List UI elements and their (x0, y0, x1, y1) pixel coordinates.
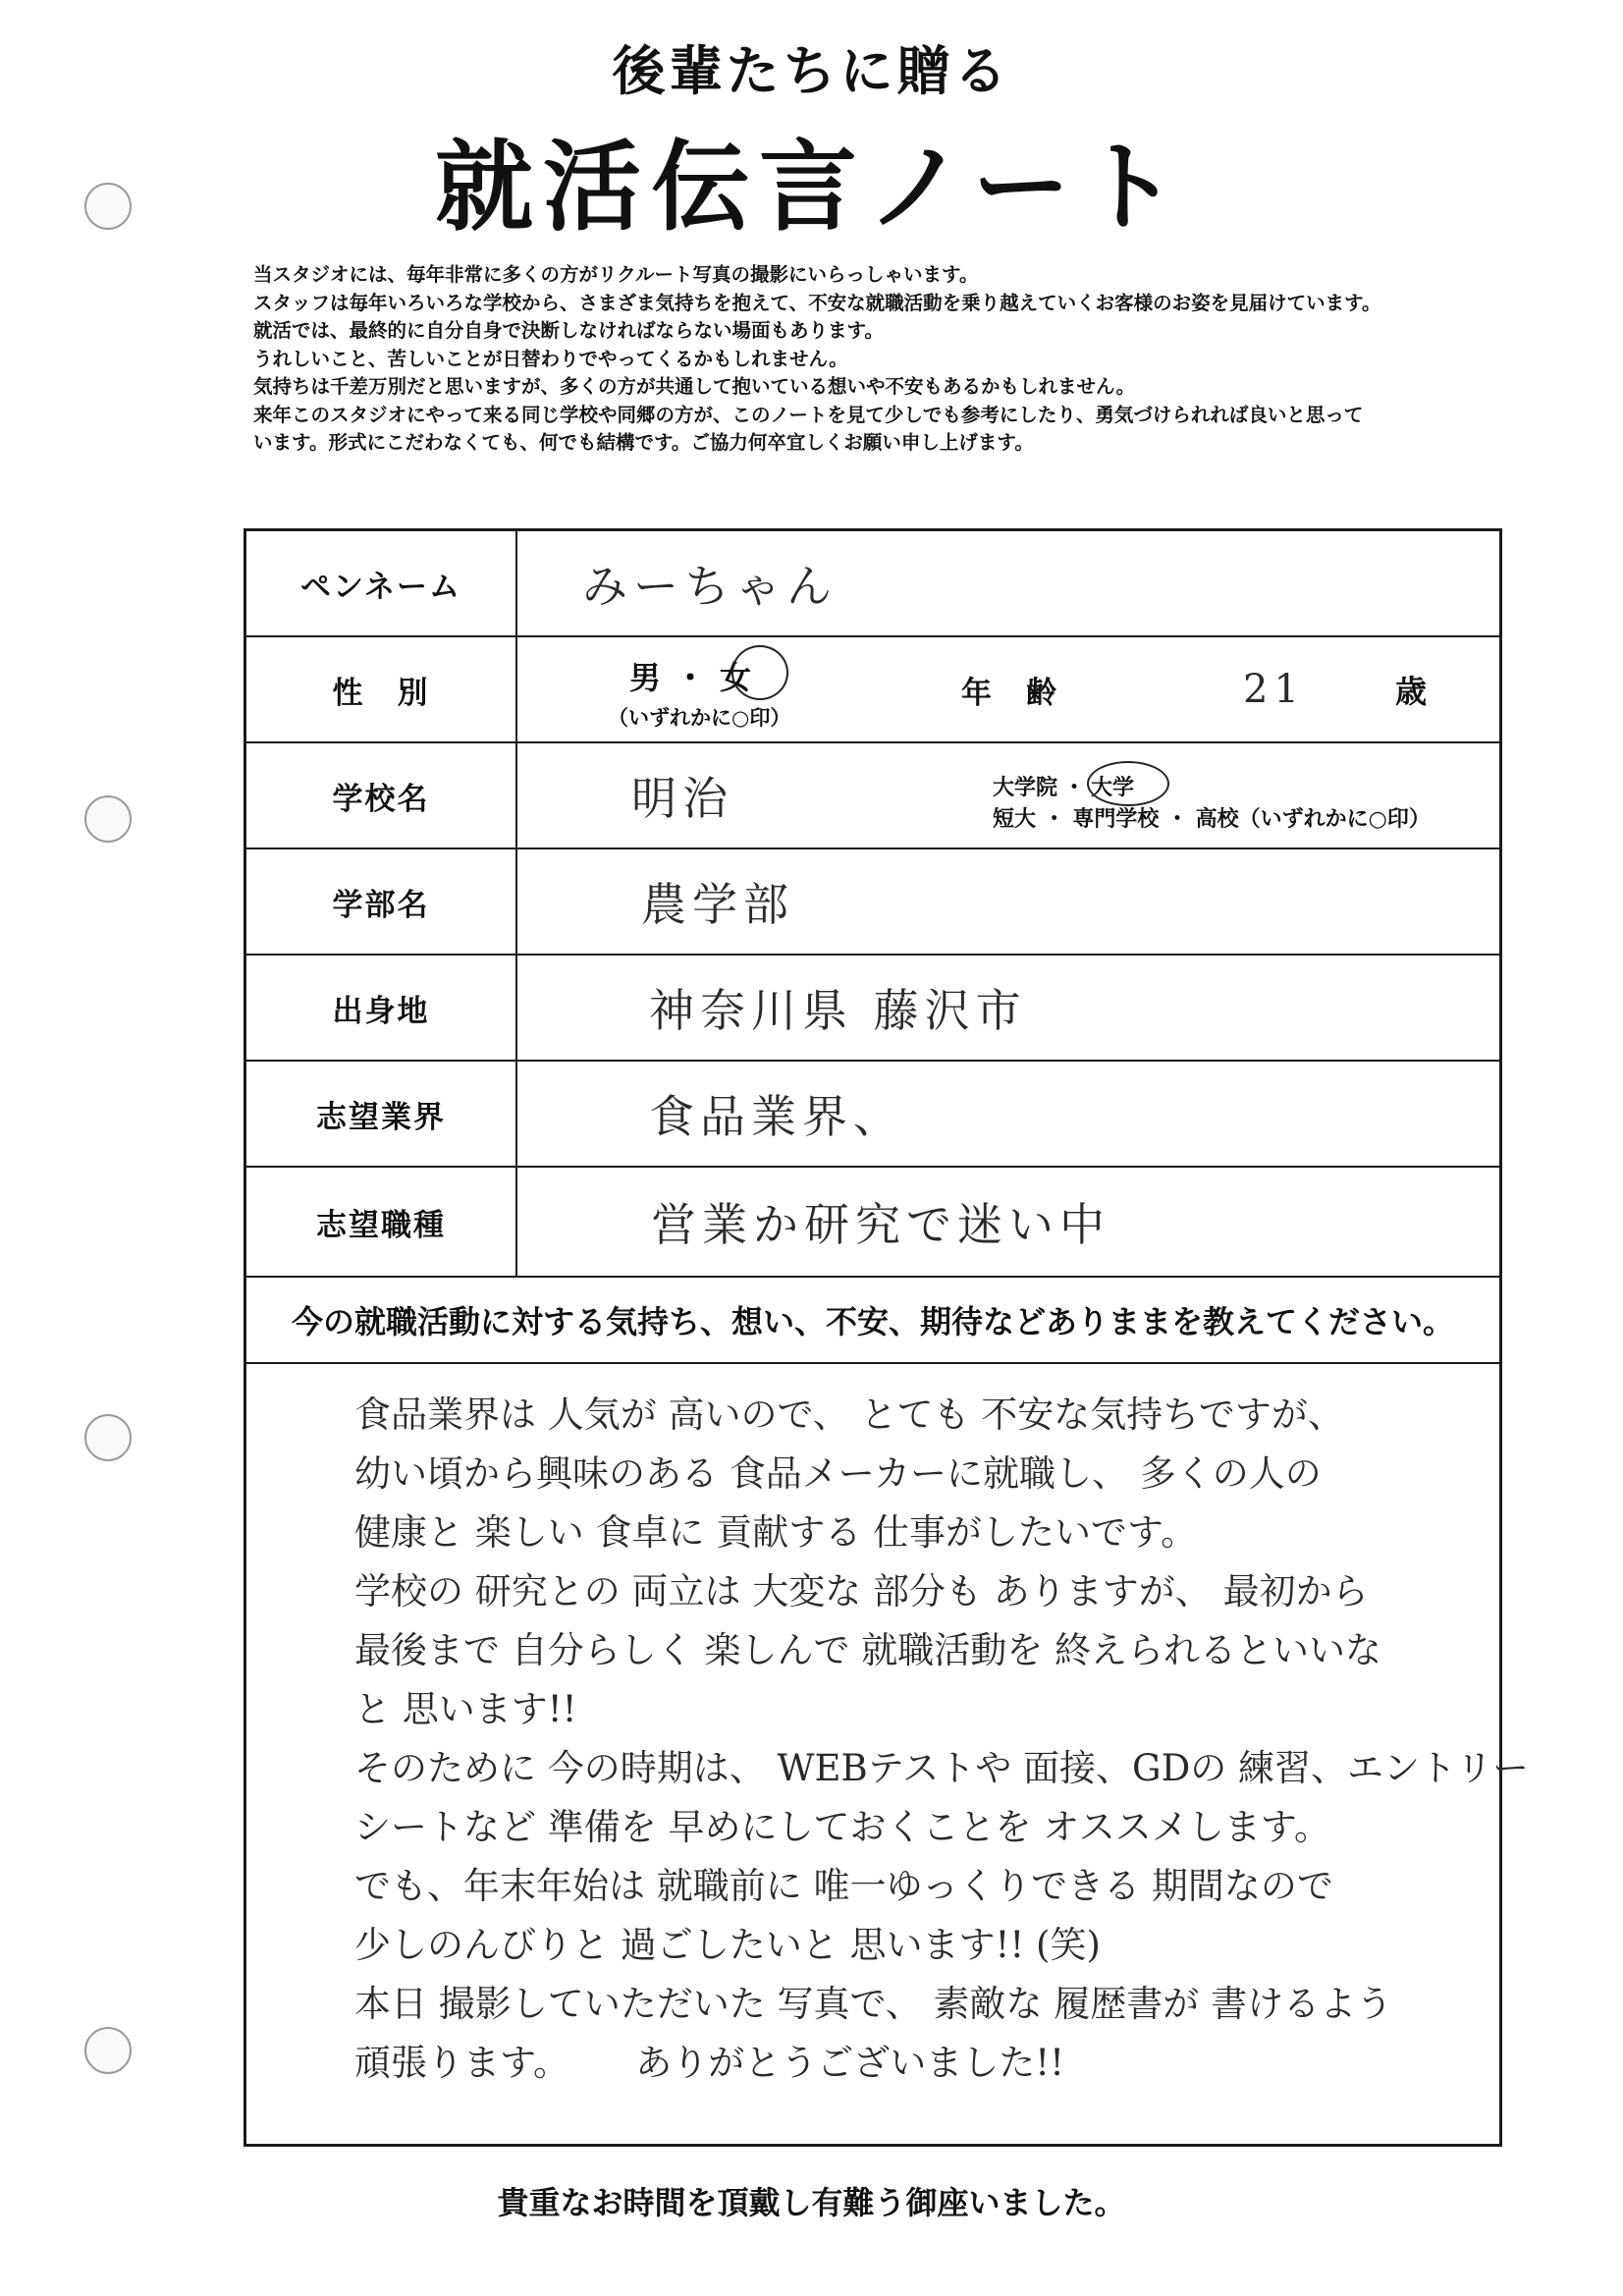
age-value: 21 (1243, 667, 1305, 712)
footer-thanks: 貴重なお時間を頂戴し有難う御座いました。 (497, 2184, 1126, 2221)
free-text-prompt: 今の就職活動に対する気持ち、想い、不安、期待などありままを教えてください。 (291, 1303, 1454, 1340)
school-option-grad: 大学院 (993, 776, 1058, 800)
gender-note: （いずれかに○印） (608, 706, 791, 730)
intro-line: うれしいこと、苦しいことが日替わりでやってくるかもしれません。 (253, 347, 848, 370)
school-option-univ: 大学 (1091, 776, 1135, 800)
page-subtitle: 後輩たちに贈る (612, 40, 1011, 102)
answer-line: 少しのんびりと 過ごしたいと 思います!! (笑) (354, 1924, 1101, 1966)
row-school (246, 743, 1499, 849)
answer-line: と 思います!! (354, 1688, 577, 1730)
school-label: 学校名 (332, 781, 430, 817)
intro-line: 就活では、最終的に自分自身で決断しなければならない場面もあります。 (253, 319, 884, 342)
intro-line: 気持ちは千差万別だと思いますが、多くの方が共通して抱いている想いや不安もあるかもしれません。 (253, 375, 1136, 398)
gender-label: 性 別 (332, 675, 430, 711)
pen-name-value: みーちゃん (582, 560, 838, 613)
intro-text (253, 261, 1598, 458)
answer-line: 食品業界は 人気が 高いので、 とても 不安な気持ちですが、 (354, 1394, 1344, 1436)
binder-hole (84, 1414, 132, 1461)
faculty-value: 農学部 (641, 878, 794, 931)
free-text-answer (354, 1386, 1530, 2093)
hometown-label: 出身地 (332, 993, 430, 1029)
intro-line: 来年このスタジオにやって来る同じ学校や同郷の方が、このノートを見て少しでも参考にしたり、勇気づけられれば良いと思って (253, 403, 1364, 426)
age-unit: 歳 (1395, 673, 1428, 710)
row-faculty (246, 849, 1499, 956)
school-option-sep: ・ (1063, 776, 1086, 800)
row-hometown (246, 956, 1499, 1062)
page-title: 就活伝言ノート (435, 130, 1188, 245)
intro-line: 当スタジオには、毎年非常に多くの方がリクルート写真の撮影にいらっしゃいます。 (253, 263, 979, 286)
school-value: 明治 (631, 772, 733, 825)
row-job-type (246, 1168, 1499, 1278)
gender-male: 男 (629, 659, 662, 696)
intro-line: います。形式にこだわなくても、何でも結構です。ご協力何卒宜しくお願い申し上げます。 (253, 431, 1034, 454)
answer-line: 頑張ります。 ありがとうございました!! (354, 2042, 1065, 2084)
row-prompt (246, 1278, 1499, 1364)
job-type-value: 営業か研究で迷い中 (651, 1198, 1110, 1251)
school-circle-mark (1087, 761, 1169, 806)
binder-hole (84, 2027, 132, 2074)
answer-line: そのために 今の時期は、 WEBテストや 面接、GDの 練習、エントリー (354, 1747, 1530, 1789)
industry-value: 食品業界、 (649, 1090, 904, 1143)
faculty-label: 学部名 (332, 887, 430, 923)
questionnaire-form (243, 528, 1530, 2147)
answer-line: 健康と 楽しい 食卓に 貢献する 仕事がしたいです。 (354, 1511, 1198, 1554)
job-type-label: 志望職種 (316, 1207, 446, 1243)
age-label: 年 齢 (961, 675, 1058, 711)
row-pen-name (246, 531, 1499, 637)
pen-name-label: ペンネーム (299, 569, 462, 605)
industry-label: 志望業界 (316, 1099, 446, 1135)
gender-circle-mark (731, 645, 788, 700)
answer-line: でも、年末年始は 就職前に 唯一ゆっくりできる 期間なので (354, 1865, 1333, 1907)
binder-hole (84, 795, 132, 843)
answer-line: 最後まで 自分らしく 楽しんで 就職活動を 終えられるといいな (354, 1629, 1382, 1671)
school-options-line2: 短大 ・ 専門学校 ・ 高校（いずれかに○印） (993, 807, 1431, 832)
row-industry (246, 1062, 1499, 1168)
answer-line: 学校の 研究との 両立は 大変な 部分も ありますが、 最初から (354, 1570, 1369, 1613)
row-gender (246, 637, 1499, 743)
intro-line: スタッフは毎年いろいろな学校から、さまざま気持ちを抱えて、不安な就職活動を乗り越えていくお客様のお姿を見届けています。 (253, 291, 1381, 314)
answer-line: 幼い頃から興味のある 食品メーカーに就職し、 多くの人の (354, 1452, 1322, 1495)
hometown-value: 神奈川県 藤沢市 (649, 984, 1027, 1037)
gender-female: 女 (720, 659, 752, 696)
gender-separator: ・ (675, 659, 707, 696)
answer-line: 本日 撮影していただいた 写真で、 素敵な 履歴書が 書けるよう (354, 1983, 1393, 2025)
answer-line: シートなど 準備を 早めにしておくことを オススメします。 (354, 1806, 1330, 1848)
